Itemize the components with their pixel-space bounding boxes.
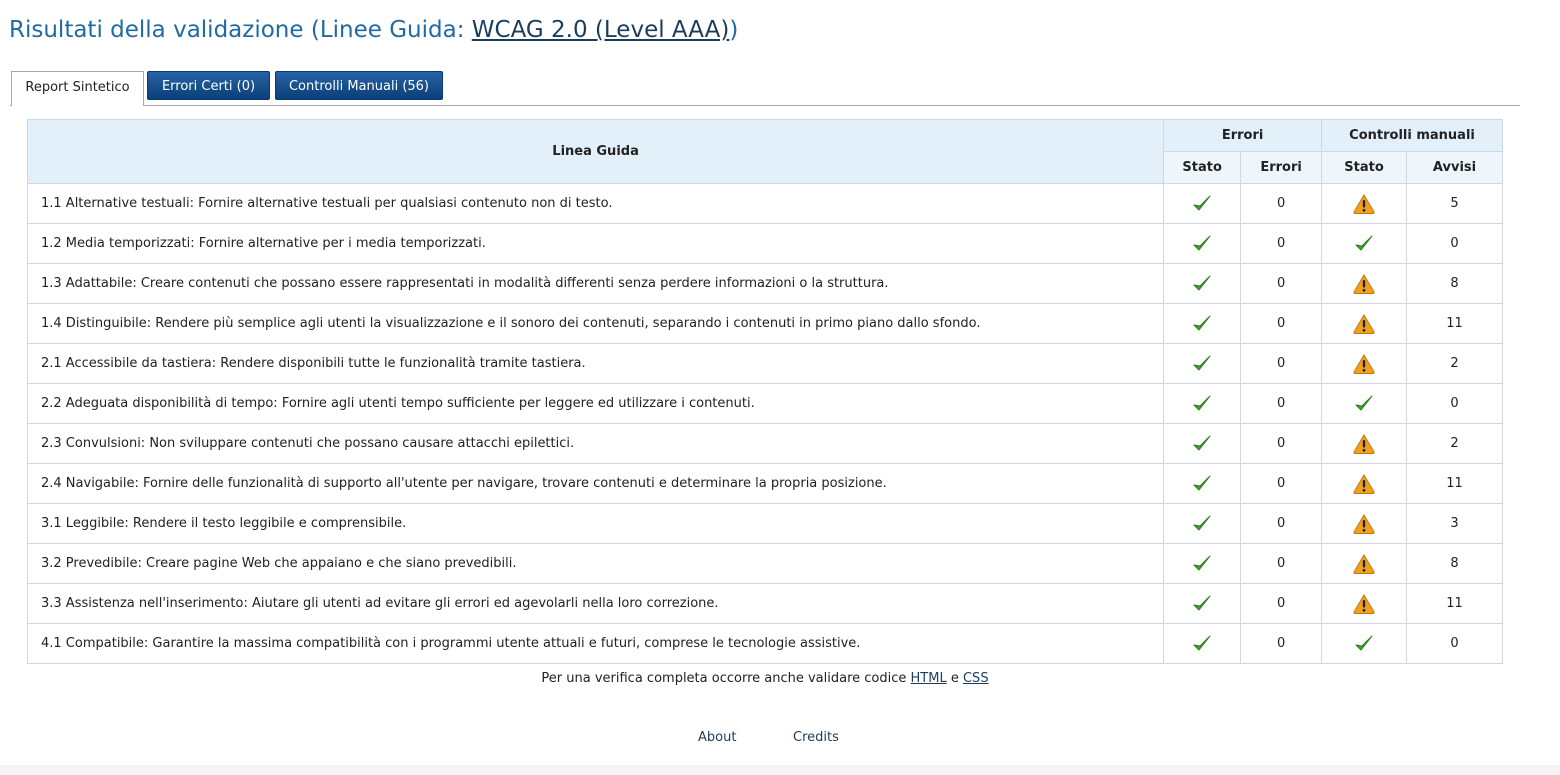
- avvisi-count-cell: 5: [1407, 184, 1503, 224]
- warning-icon: [1353, 593, 1375, 615]
- check-icon: [1191, 313, 1213, 335]
- errori-count-cell: 0: [1241, 424, 1322, 464]
- errori-count-cell: 0: [1241, 224, 1322, 264]
- tab-report-sintetico[interactable]: Report Sintetico: [11, 71, 144, 106]
- guideline-link[interactable]: WCAG 2.0 (Level AAA): [471, 17, 730, 43]
- errori-count-cell: 0: [1241, 384, 1322, 424]
- errori-stato-cell: [1164, 424, 1241, 464]
- footer-credits-link[interactable]: Credits: [793, 730, 839, 745]
- table-row: [28, 464, 1503, 504]
- errori-count-cell: 0: [1241, 464, 1322, 504]
- check-icon: [1191, 593, 1213, 615]
- tab-errori-certi[interactable]: Errori Certi (0): [147, 71, 270, 100]
- avvisi-count-cell: 11: [1407, 304, 1503, 344]
- header-manuali-stato: Stato: [1322, 152, 1407, 184]
- guideline-cell: 2.2 Adeguata disponibilità di tempo: Fornire agli utenti tempo sufficiente per leggere ed utilizzare i contenuti.: [28, 384, 1164, 424]
- avvisi-count-cell: 0: [1407, 384, 1503, 424]
- guideline-cell: 2.4 Navigabile: Fornire delle funzionalità di supporto all'utente per navigare, trovare contenuti e determinare la propria posizione.: [28, 464, 1164, 504]
- avvisi-count-cell: 11: [1407, 584, 1503, 624]
- guideline-cell: 1.4 Distinguibile: Rendere più semplice agli utenti la visualizzazione e il sonoro dei contenuti, separando i contenuti in primo piano dallo sfondo.: [28, 304, 1164, 344]
- table-row: [28, 344, 1503, 384]
- errori-count-cell: 0: [1241, 184, 1322, 224]
- check-icon: [1191, 553, 1213, 575]
- check-icon: [1353, 393, 1375, 415]
- manuali-stato-cell: [1322, 544, 1407, 584]
- results-table: [27, 119, 1503, 664]
- check-icon: [1191, 233, 1213, 255]
- check-icon: [1191, 473, 1213, 495]
- warning-icon: [1353, 353, 1375, 375]
- avvisi-count-cell: 2: [1407, 344, 1503, 384]
- header-errori-group: Errori: [1164, 120, 1322, 152]
- check-icon: [1353, 633, 1375, 655]
- manuali-stato-cell: [1322, 264, 1407, 304]
- title-suffix: ): [729, 17, 739, 43]
- errori-stato-cell: [1164, 264, 1241, 304]
- html-validator-link[interactable]: HTML: [910, 671, 947, 686]
- check-icon: [1191, 273, 1213, 295]
- warning-icon: [1353, 313, 1375, 335]
- guideline-cell: 3.3 Assistenza nell'inserimento: Aiutare gli utenti ad evitare gli errori ed agevolarli nella loro correzione.: [28, 584, 1164, 624]
- table-row: [28, 504, 1503, 544]
- errori-count-cell: 0: [1241, 624, 1322, 664]
- note-text: Per una verifica completa occorre anche validare codice: [541, 671, 911, 686]
- errori-stato-cell: [1164, 384, 1241, 424]
- errori-count-cell: 0: [1241, 344, 1322, 384]
- manuali-stato-cell: [1322, 384, 1407, 424]
- footer-about-link[interactable]: About: [698, 730, 737, 745]
- warning-icon: [1353, 513, 1375, 535]
- manuali-stato-cell: [1322, 504, 1407, 544]
- avvisi-count-cell: 2: [1407, 424, 1503, 464]
- table-row: [28, 584, 1503, 624]
- table-row: [28, 184, 1503, 224]
- check-icon: [1191, 393, 1213, 415]
- check-icon: [1191, 193, 1213, 215]
- manuali-stato-cell: [1322, 464, 1407, 504]
- errori-stato-cell: [1164, 544, 1241, 584]
- avvisi-count-cell: 8: [1407, 544, 1503, 584]
- errori-count-cell: 0: [1241, 264, 1322, 304]
- warning-icon: [1353, 273, 1375, 295]
- table-row: [28, 544, 1503, 584]
- avvisi-count-cell: 0: [1407, 624, 1503, 664]
- check-icon: [1191, 433, 1213, 455]
- guideline-cell: 2.3 Convulsioni: Non sviluppare contenuti che possano causare attacchi epilettici.: [28, 424, 1164, 464]
- manuali-stato-cell: [1322, 304, 1407, 344]
- css-validator-link[interactable]: CSS: [962, 671, 989, 686]
- page-title: [9, 14, 738, 46]
- errori-stato-cell: [1164, 304, 1241, 344]
- errori-stato-cell: [1164, 344, 1241, 384]
- errori-stato-cell: [1164, 184, 1241, 224]
- avvisi-count-cell: 8: [1407, 264, 1503, 304]
- guideline-cell: 4.1 Compatibile: Garantire la massima compatibilità con i programmi utente attuali e futuri, comprese le tecnologie assistive.: [28, 624, 1164, 664]
- guideline-cell: 3.1 Leggibile: Rendere il testo leggibile e comprensibile.: [28, 504, 1164, 544]
- manuali-stato-cell: [1322, 424, 1407, 464]
- check-icon: [1191, 633, 1213, 655]
- guideline-cell: 2.1 Accessibile da tastiera: Rendere disponibili tutte le funzionalità tramite tastiera.: [28, 344, 1164, 384]
- title-prefix: Risultati della validazione (Linee Guida:: [9, 17, 472, 43]
- header-controlli-manuali-group: Controlli manuali: [1322, 120, 1503, 152]
- warning-icon: [1353, 193, 1375, 215]
- header-errori-count: Errori: [1241, 152, 1322, 184]
- warning-icon: [1353, 433, 1375, 455]
- check-icon: [1353, 233, 1375, 255]
- errori-count-cell: 0: [1241, 584, 1322, 624]
- table-row: [28, 624, 1503, 664]
- table-row: [28, 224, 1503, 264]
- errori-stato-cell: [1164, 624, 1241, 664]
- errori-stato-cell: [1164, 464, 1241, 504]
- table-row: [28, 304, 1503, 344]
- tab-controlli-manuali[interactable]: Controlli Manuali (56): [275, 71, 443, 100]
- errori-stato-cell: [1164, 224, 1241, 264]
- guideline-cell: 3.2 Prevedibile: Creare pagine Web che appaiano e che siano prevedibili.: [28, 544, 1164, 584]
- check-icon: [1191, 353, 1213, 375]
- footer-band: [0, 765, 1560, 775]
- errori-count-cell: 0: [1241, 544, 1322, 584]
- table-row: [28, 424, 1503, 464]
- errori-count-cell: 0: [1241, 504, 1322, 544]
- manuali-stato-cell: [1322, 584, 1407, 624]
- avvisi-count-cell: 0: [1407, 224, 1503, 264]
- guideline-cell: 1.1 Alternative testuali: Fornire alternative testuali per qualsiasi contenuto non di testo.: [28, 184, 1164, 224]
- manuali-stato-cell: [1322, 224, 1407, 264]
- guideline-cell: 1.3 Adattabile: Creare contenuti che possano essere rappresentati in modalità differenti senza perdere informazioni o la struttura.: [28, 264, 1164, 304]
- table-row: [28, 384, 1503, 424]
- manuali-stato-cell: [1322, 624, 1407, 664]
- validation-note: [0, 671, 1530, 686]
- manuali-stato-cell: [1322, 184, 1407, 224]
- warning-icon: [1353, 473, 1375, 495]
- warning-icon: [1353, 553, 1375, 575]
- guideline-cell: 1.2 Media temporizzati: Fornire alternative per i media temporizzati.: [28, 224, 1164, 264]
- check-icon: [1191, 513, 1213, 535]
- header-linea-guida: Linea Guida: [28, 120, 1164, 184]
- avvisi-count-cell: 3: [1407, 504, 1503, 544]
- header-avvisi: Avvisi: [1407, 152, 1503, 184]
- avvisi-count-cell: 11: [1407, 464, 1503, 504]
- header-errori-stato: Stato: [1164, 152, 1241, 184]
- manuali-stato-cell: [1322, 344, 1407, 384]
- tab-bar: [10, 71, 1520, 106]
- table-row: [28, 264, 1503, 304]
- errori-count-cell: 0: [1241, 304, 1322, 344]
- errori-stato-cell: [1164, 584, 1241, 624]
- errori-stato-cell: [1164, 504, 1241, 544]
- note-and: e: [946, 671, 963, 686]
